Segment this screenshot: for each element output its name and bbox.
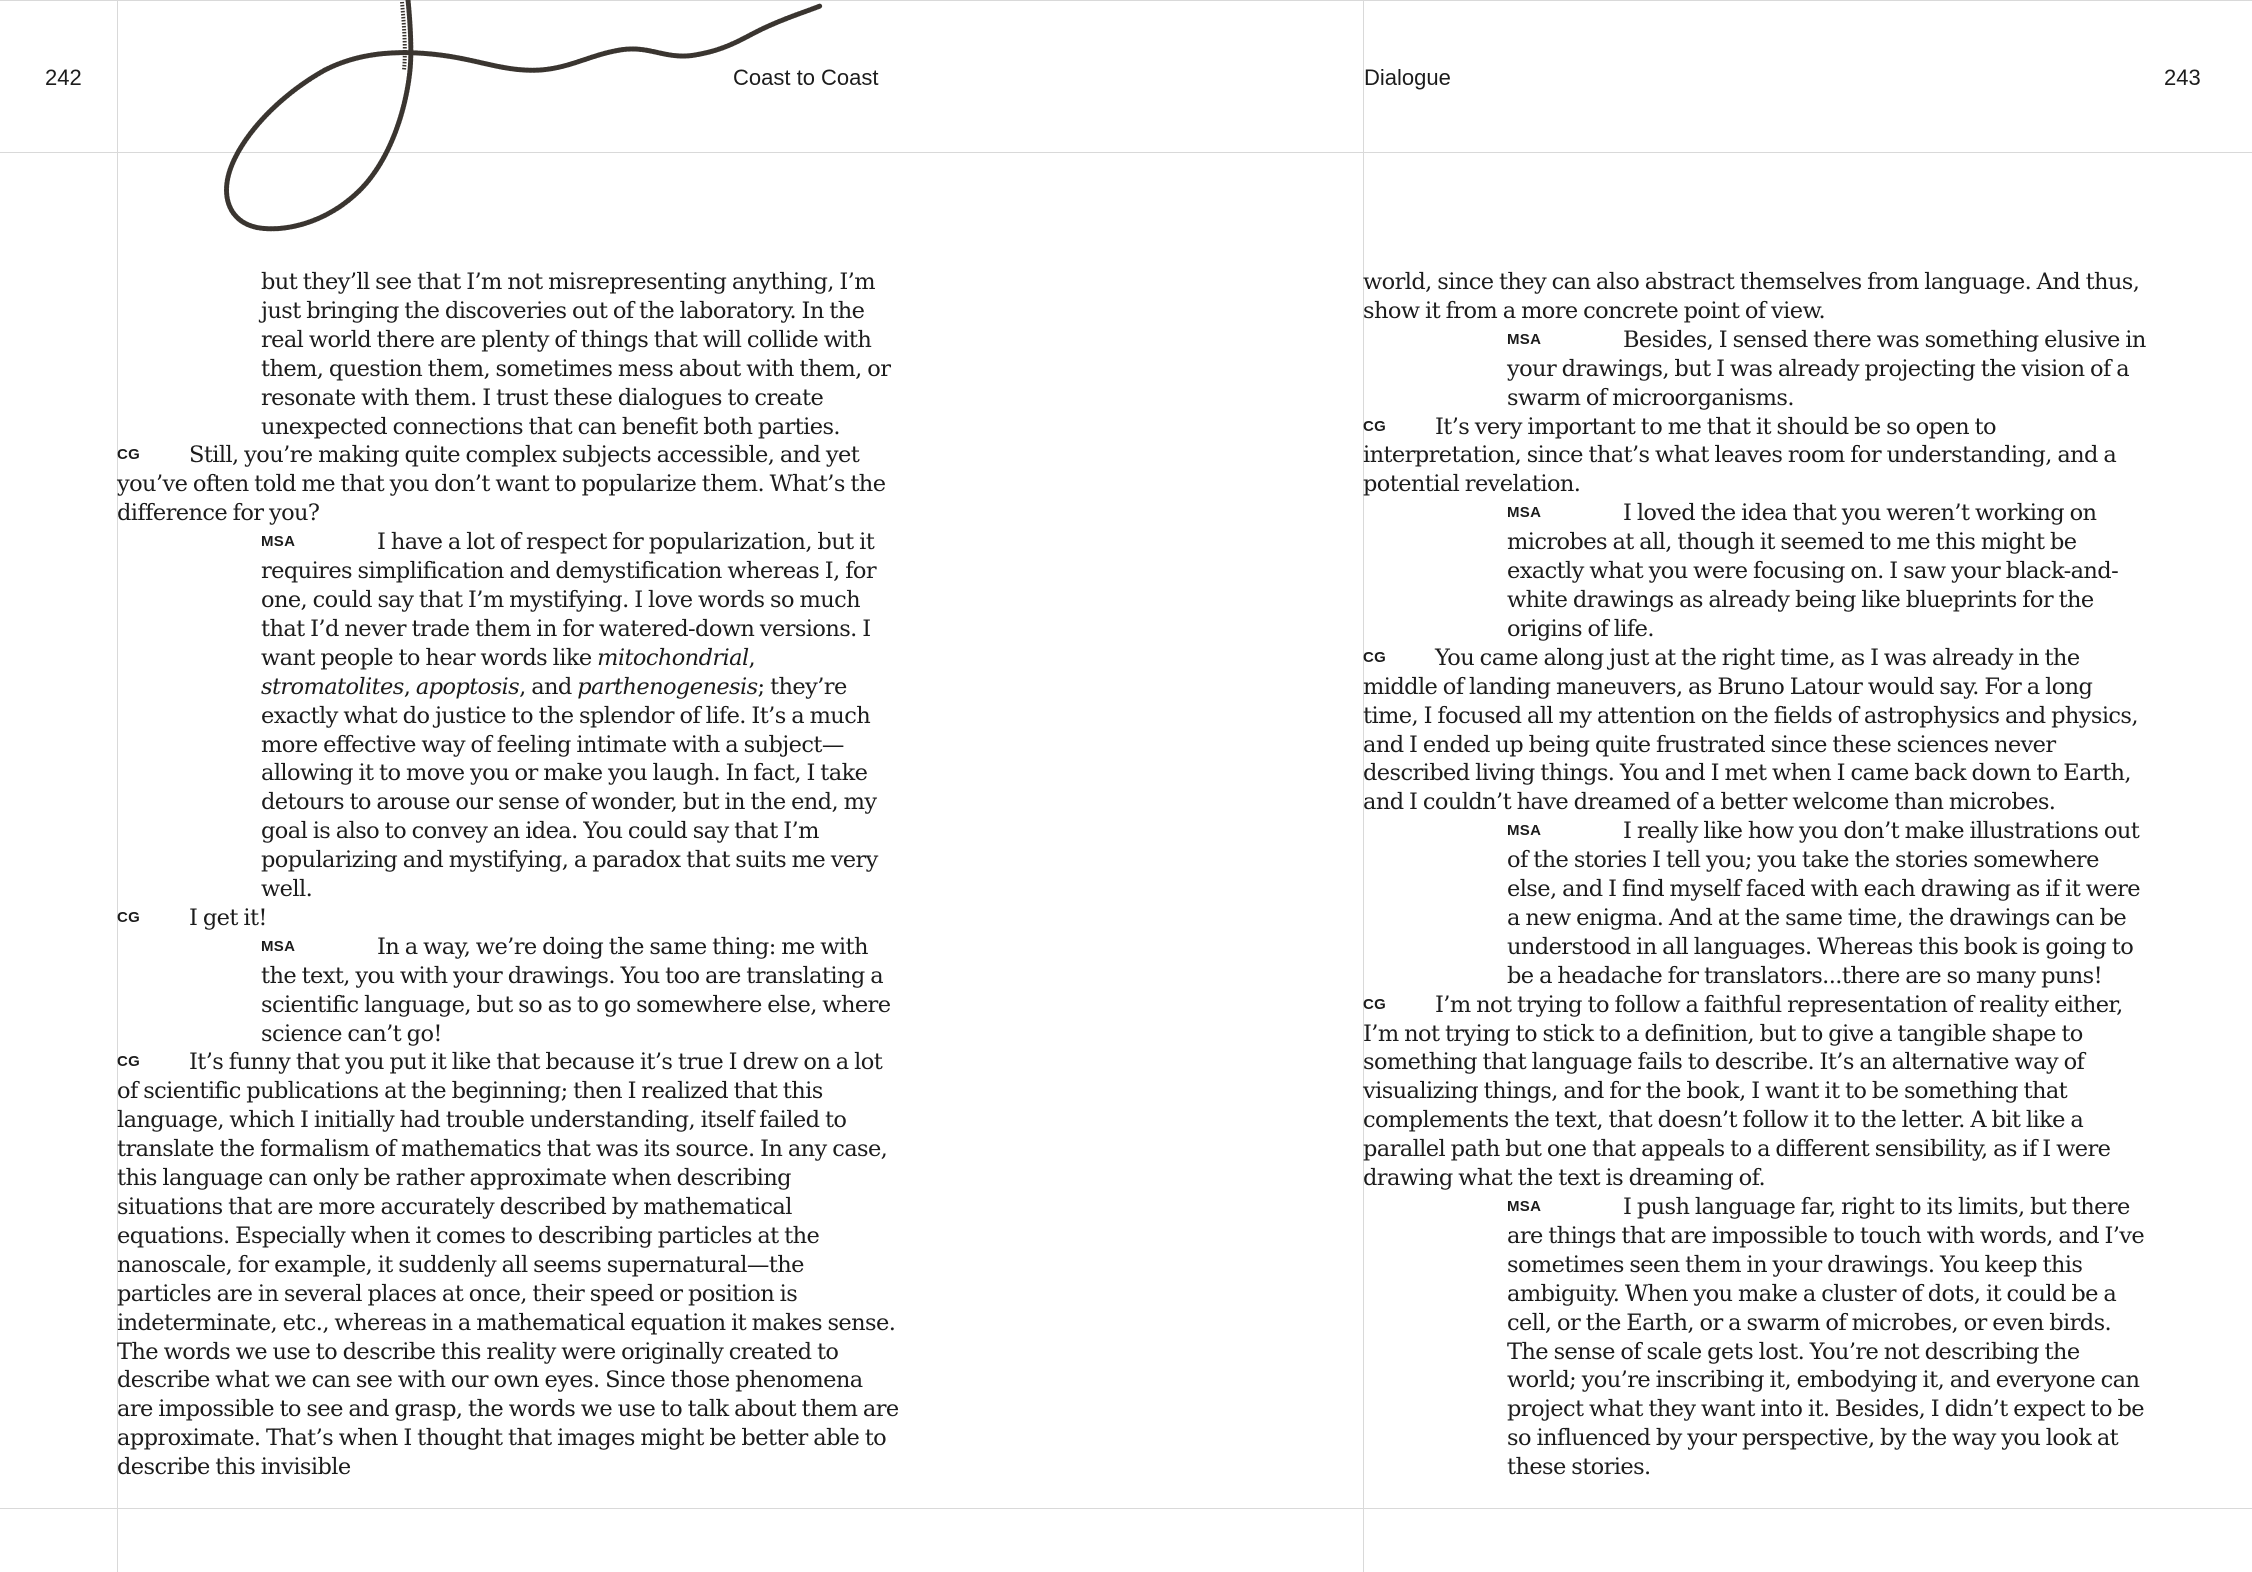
continuation-text: but they’ll see that I’m not misrepresenting anything, I’m just bringing the discoveries out of the laboratory. In the real world there are plenty of things that will collide with them, question them, sometimes mess about with them, or resonate with them. I trust these dialogues to create unexpected connections that can benefit both parties.: [261, 269, 891, 440]
dialogue-continuation: [1363, 268, 2147, 326]
squiggle-line: [227, 0, 820, 229]
left-column: [117, 268, 901, 1482]
left-running-head: Coast to Coast: [733, 65, 879, 90]
speaker-label: MSA: [1507, 1198, 1542, 1215]
turn-text: Besides, I sensed there was something elusive in your drawings, but I was already projecting the vision of a swarm of microorganisms.: [1507, 326, 2146, 411]
continuation-text: world, since they can also abstract themselves from language. And thus, show it from a more concrete point of view.: [1363, 269, 2140, 324]
speaker-label: CG: [117, 908, 141, 926]
dialogue-turn: [1363, 991, 2147, 1193]
turn-text: I push language far, right to its limits, but there are things that are impossible to touch with words, and I’ve sometimes seen them in your drawings. You keep this ambiguity. When you make a cluster of dots, it could be a cell, or the Earth, or a swarm of microbes, or even birds. The sense of scale gets lost. You’re not describing the world; you’re inscribing it, embodying it, and everyone can project what they want into it. Besides, I didn’t expect to be so influenced by your perspective, by the way you look at these stories.: [1507, 1194, 2145, 1481]
dialogue-turn: [1363, 326, 2147, 413]
dialogue-turn: [1363, 413, 2147, 500]
dialogue-turn: [1363, 1193, 2147, 1482]
squiggle-stem: [402, 2, 405, 70]
separator: ,: [403, 673, 416, 700]
dialogue-continuation: [117, 268, 901, 441]
speaker-label: MSA: [261, 533, 296, 551]
squiggle-drawing: [120, 0, 840, 260]
turn-text: It’s funny that you put it like that because it’s true I drew on a lot of scientific publications at the beginning; then I realized that this language, which I initially had trouble understanding, itself failed to translate the formalism of mathematics that was its source. In any case, this language can only be rather approximate when describing situations that are more accurately described by mathematical equations. Especially when it comes to describing particles at the nanoscale, for example, it suddenly all seems supernatural—the particles are in several places at once, their speed or position is indeterminate, etc., whereas in a mathematical equation it makes sense. The words we use to describe this reality were originally created to describe what we can see with our own eyes. Since those phenomena are impossible to see and grasp, the words we use to talk about them are approximate. That’s when I thought that images might be better able to describe this invisible: [117, 1049, 899, 1481]
left-page-number: 242: [45, 65, 82, 90]
separator: ,: [748, 644, 756, 671]
dialogue-turn: [117, 528, 901, 904]
speaker-label: CG: [1363, 417, 1387, 435]
speaker-label: CG: [1363, 995, 1387, 1013]
turn-text: I really like how you don’t make illustrations out of the stories I tell you; you take the stories somewhere else, and I find myself faced with each drawing as if it were a new enigma. And at the same time, the drawings can be understood in all languages. Whereas this book is going to be a headache for translators...there are so many puns!: [1507, 818, 2140, 989]
italic-term: stromatolites: [261, 673, 404, 700]
italic-term: apoptosis: [415, 673, 520, 700]
turn-text: Still, you’re making quite complex subjects accessible, and yet you’ve often told me that you don’t want to popularize them. What’s the difference for you?: [117, 442, 886, 527]
footer-rule: [0, 1508, 2252, 1509]
dialogue-turn: [117, 933, 901, 1049]
turn-text: I loved the idea that you weren’t working on microbes at all, though it seemed to me this might be exactly what you were focusing on. I saw your black-and-white drawings as already being like blueprints for the origins of life.: [1507, 500, 2119, 642]
dialogue-turn: [117, 441, 901, 528]
turn-text: I’m not trying to follow a faithful representation of reality either, I’m not trying to stick to a definition, but to give a tangible shape to something that language fails to describe. It’s an alternative way of visualizing things, and for the book, I want it to be something that complements the text, that doesn’t follow it to the letter. A bit like a parallel path but one that appeals to a different sensibility, as if I were drawing what the text is dreaming of.: [1363, 991, 2123, 1192]
right-running-head: Dialogue: [1364, 65, 1451, 90]
turn-text: It’s very important to me that it should be so open to interpretation, since that’s what leaves room for understanding, and a potential revelation.: [1363, 413, 2117, 498]
turn-text: I have a lot of respect for popularization, but it requires simplification and demystification whereas I, for one, could say that I’m mystifying. I love words so much that I’d never trade them in for watered-down versions. I want people to hear words like: [261, 529, 877, 671]
separator: , and: [519, 673, 578, 700]
dialogue-turn: [1363, 644, 2147, 817]
turn-text: I get it!: [189, 904, 267, 931]
dialogue-turn: [117, 1048, 901, 1482]
right-column: [1363, 268, 2147, 1482]
speaker-label: MSA: [1507, 822, 1542, 840]
speaker-label: MSA: [261, 937, 296, 955]
speaker-label: CG: [117, 446, 141, 464]
dialogue-turn: [1363, 499, 2147, 644]
dialogue-turn: [117, 904, 901, 933]
dialogue-turn: [1363, 817, 2147, 990]
italic-term: mitochondrial: [597, 644, 749, 671]
turn-text: ; they’re exactly what do justice to the splendor of life. It’s a much more effective way of feeling intimate with a subject—allowing it to move you or make you laugh. In fact, I take detours to arouse our sense of wonder, but in the end, my goal is also to convey an idea. You could say that I’m popularizing and mystifying, a paradox that suits me very well.: [261, 673, 878, 903]
right-page-number: 243: [2164, 65, 2201, 90]
speaker-label: CG: [117, 1053, 141, 1071]
turn-text: You came along just at the right time, as I was already in the middle of landing maneuvers, as Bruno Latour would say. For a long time, I focused all my attention on the fields of astrophysics and physics, and I ended up being quite frustrated since these sciences never described living things. You and I met when I came back down to Earth, and I couldn’t have dreamed of a better welcome than microbes.: [1363, 644, 2138, 816]
turn-text: In a way, we’re doing the same thing: me with the text, you with your drawings. You too are translating a scientific language, but so as to go somewhere else, where science can’t go!: [261, 933, 891, 1047]
speaker-label: CG: [1363, 648, 1387, 666]
speaker-label: MSA: [1507, 504, 1542, 522]
italic-term: parthenogenesis: [577, 673, 758, 700]
speaker-label: MSA: [1507, 330, 1542, 348]
